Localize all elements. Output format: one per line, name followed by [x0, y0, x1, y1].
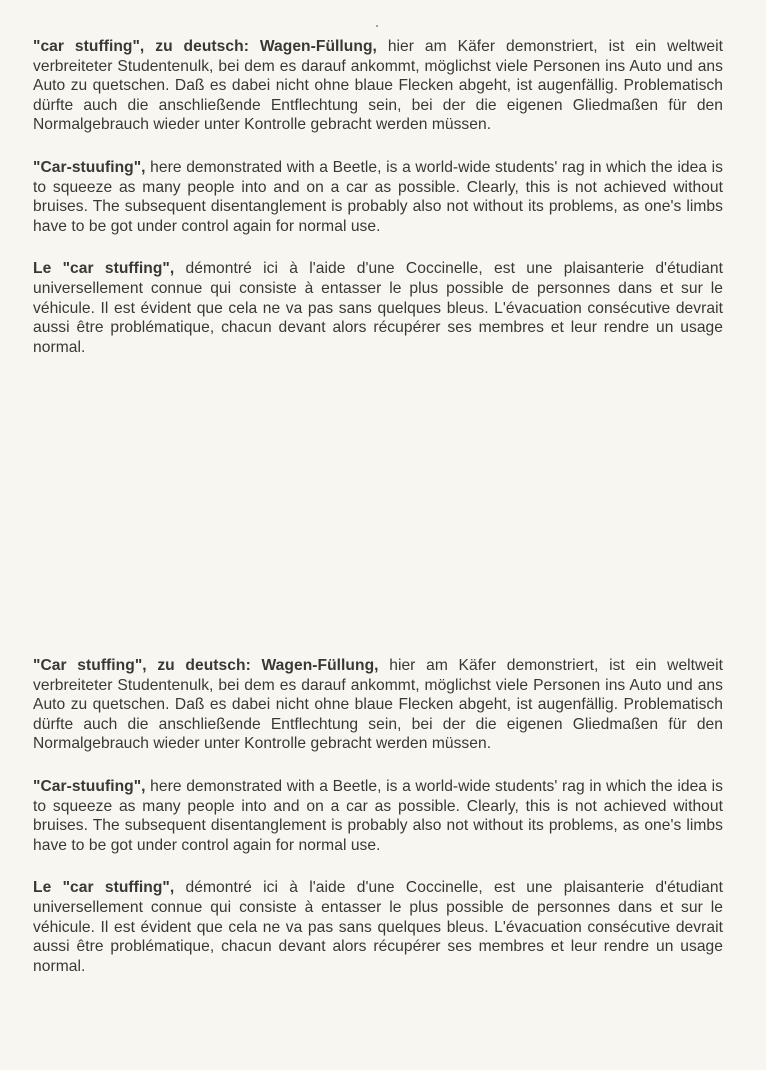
- scan-speck: [376, 25, 378, 27]
- paragraph-german: [33, 37, 723, 135]
- paragraph-english: [33, 158, 723, 236]
- paragraph-french: [33, 878, 723, 976]
- caption-block-top: [33, 37, 723, 380]
- english-text: here demonstrated with a Beetle, is a world-wide students' rag in which the idea is to squeeze as many people into and on a car as possible. Clearly, this is not achieved without bruises. The subsequent disentanglement is probably also not without its problems, as one's limbs have to be got under control again for normal use.: [33, 777, 723, 854]
- english-text: here demonstrated with a Beetle, is a world-wide students' rag in which the idea is to squeeze as many people into and on a car as possible. Clearly, this is not achieved without bruises. The subsequent disentanglement is probably also not without its problems, as one's limbs have to be got under control again for normal use.: [33, 158, 723, 235]
- german-text: hier am Käfer demonstriert, ist ein weltweit verbreiteter Studentenulk, bei dem es darauf ankommt, möglichst viele Personen ins Auto und ans Auto zu quetschen. Daß es dabei nicht ohne blaue Flecken abgeht, ist augenfällig. Problematisch dürfte auch die anschließende Entflechtung sein, bei der die eigenen Gliedmaßen für den Normalgebrauch wieder unter Kontrolle gebracht werden müssen.: [33, 657, 723, 753]
- french-lead: Le "car stuffing",: [33, 879, 175, 897]
- paragraph-french: [33, 259, 723, 357]
- french-text: démontré ici à l'aide d'une Coccinelle, est une plaisanterie d'étudiant universellement connue qui consiste à entasser le plus possible de personnes dans et sur le véhicule. Il est évident que cela ne va pas sans quelques bleus. L'évacuation consécutive devrait aussi être problématique, chacun devant alors récupérer ses membres et leur rendre un usage normal.: [33, 879, 723, 975]
- paragraph-english: [33, 777, 723, 855]
- caption-block-bottom: [33, 656, 723, 999]
- paragraph-german: [33, 656, 723, 754]
- french-text: démontré ici à l'aide d'une Coccinelle, est une plaisanterie d'étudiant universellement connue qui consiste à entasser le plus possible de personnes dans et sur le véhicule. Il est évident que cela ne va pas sans quelques bleus. L'évacuation consécutive devrait aussi être problématique, chacun devant alors récupérer ses membres et leur rendre un usage normal.: [33, 260, 723, 356]
- french-lead: Le "car stuffing",: [33, 260, 175, 278]
- german-lead: "Car stuffing", zu deutsch: Wagen-Füllung,: [33, 657, 379, 674]
- english-lead: "Car-stuufing",: [33, 158, 146, 176]
- english-lead: "Car-stuufing",: [33, 777, 146, 795]
- german-text: hier am Käfer demonstriert, ist ein weltweit verbreiteter Studentenulk, bei dem es darauf ankommt, möglichst viele Personen ins Auto und ans Auto zu quetschen. Daß es dabei nicht ohne blaue Flecken abgeht, ist augenfällig. Problematisch dürfte auch die anschließende Entflechtung sein, bei der die eigenen Gliedmaßen für den Normalgebrauch wieder unter Kontrolle gebracht werden müssen.: [33, 38, 723, 134]
- german-lead: "car stuffing", zu deutsch: Wagen-Füllung,: [33, 38, 377, 55]
